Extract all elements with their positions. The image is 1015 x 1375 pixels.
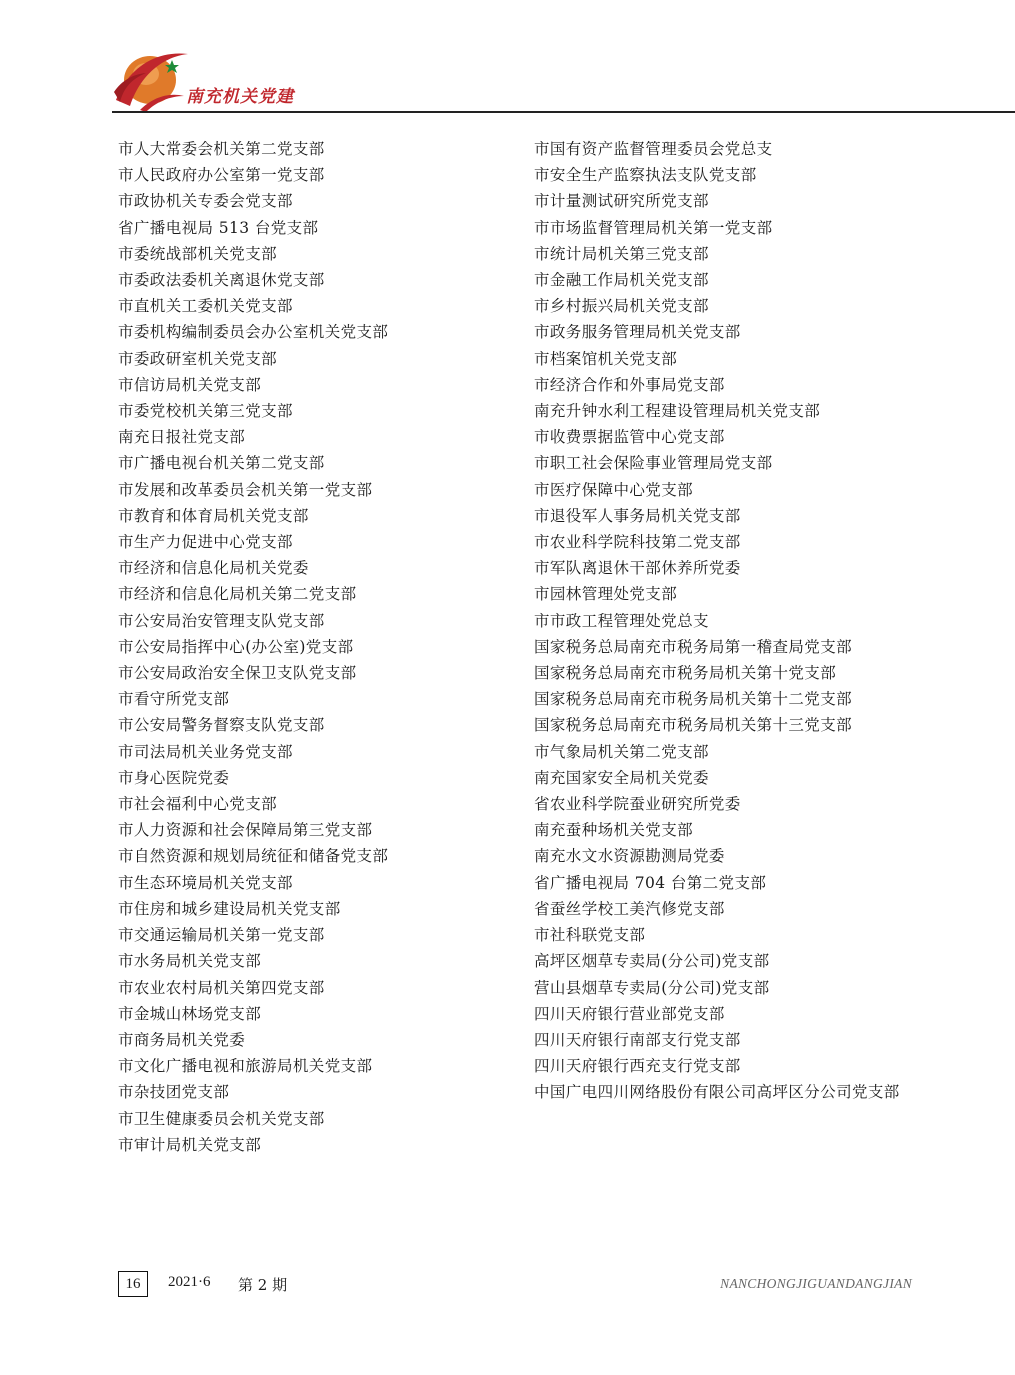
list-item: 市交通运输局机关第一党支部 [118,926,325,945]
footer-brand-pinyin: NANCHONGJIGUANDANGJIAN [720,1276,912,1291]
list-item: 市司法局机关业务党支部 [118,742,293,761]
list-item: 市信访局机关党支部 [118,375,262,394]
list-item: 市经济和信息化局机关党委 [118,559,309,578]
page-footer [0,1268,1015,1308]
list-item: 市政协机关专委会党支部 [118,192,293,211]
list-item: 市杂技团党支部 [118,1083,230,1102]
list-item: 高坪区烟草专卖局(分公司)党支部 [534,952,770,971]
list-item: 市教育和体育局机关党支部 [118,506,309,525]
list-item: 市自然资源和规划局统征和储备党支部 [118,847,389,866]
list-item: 市市场监督管理局机关第一党支部 [534,218,773,237]
list-item: 市卫生健康委员会机关党支部 [118,1109,325,1128]
list-item: 四川天府银行南部支行党支部 [534,1030,741,1049]
list-item: 中国广电四川网络股份有限公司高坪区分公司党支部 [534,1083,900,1102]
list-item: 市住房和城乡建设局机关党支部 [118,899,341,918]
list-item: 市审计局机关党支部 [118,1135,262,1154]
list-item: 市直机关工委机关党支部 [118,297,293,316]
list-item: 市生态环境局机关党支部 [118,873,293,892]
list-item: 市商务局机关党委 [118,1030,246,1049]
list-item: 市金融工作局机关党支部 [534,271,709,290]
list-item: 市市政工程管理处党总支 [534,611,709,630]
issue-date: 2021·6 [168,1274,211,1290]
list-item: 四川天府银行营业部党支部 [534,1004,725,1023]
list-item: 市农业科学院科技第二党支部 [534,533,741,552]
list-item: 南充日报社党支部 [118,428,246,447]
list-item: 市医疗保障中心党支部 [534,480,694,499]
list-item: 市委政法委机关离退休党支部 [118,271,325,290]
list-item: 市委统战部机关党支部 [118,244,278,263]
party-logo-icon [112,40,192,112]
list-item: 市广播电视台机关第二党支部 [118,454,325,473]
list-item: 市计量测试研究所党支部 [534,192,709,211]
list-item: 市人大常委会机关第二党支部 [118,140,325,158]
list-item: 市社科联党支部 [534,926,646,945]
list-item: 市经济合作和外事局党支部 [534,375,725,394]
list-item: 市水务局机关党支部 [118,952,262,971]
list-item: 市政务服务管理局机关党支部 [534,323,741,342]
list-item: 市身心医院党委 [118,768,230,787]
list-item: 市发展和改革委员会机关第一党支部 [118,480,373,499]
page-header [0,0,1015,116]
list-item: 市职工社会保险事业管理局党支部 [534,454,773,473]
list-item: 市公安局政治安全保卫支队党支部 [118,664,357,683]
list-item: 市退役军人事务局机关党支部 [534,506,741,525]
list-item: 市文化广播电视和旅游局机关党支部 [118,1057,373,1076]
list-item: 市人力资源和社会保障局第三党支部 [118,821,373,840]
list-item: 国家税务总局南充市税务局机关第十三党支部 [534,716,853,735]
list-item: 市安全生产监察执法支队党支部 [534,166,757,185]
list-item: 市统计局机关第三党支部 [534,244,709,263]
issue-number: 第 2 期 [238,1276,288,1294]
list-item: 南充升钟水利工程建设管理局机关党支部 [534,402,821,421]
list-item: 国家税务总局南充市税务局机关第十党支部 [534,664,837,683]
header-rule [112,111,1015,113]
list-item: 市军队离退休干部休养所党委 [534,559,741,578]
list-item: 市委党校机关第三党支部 [118,402,293,421]
list-item: 市委政研室机关党支部 [118,349,278,368]
list-item: 国家税务总局南充市税务局机关第十二党支部 [534,690,853,709]
list-item: 市公安局指挥中心(办公室)党支部 [118,637,354,656]
list-item: 市生产力促进中心党支部 [118,533,293,552]
list-item: 市园林管理处党支部 [534,585,678,604]
list-item: 市金城山林场党支部 [118,1004,262,1023]
left-column [118,136,518,1158]
list-item: 市收费票据监管中心党支部 [534,428,725,447]
list-item: 南充蚕种场机关党支部 [534,821,694,840]
list-item: 市气象局机关第二党支部 [534,742,709,761]
list-item: 市经济和信息化局机关第二党支部 [118,585,357,604]
list-item: 市公安局警务督察支队党支部 [118,716,325,735]
list-item: 营山县烟草专卖局(分公司)党支部 [534,978,770,997]
list-item: 省广播电视局 704 台第二党支部 [534,873,767,892]
page-number: 16 [118,1271,148,1297]
list-item: 南充水文水资源勘测局党委 [534,847,725,866]
list-item: 市公安局治安管理支队党支部 [118,611,325,630]
list-item: 市档案馆机关党支部 [534,349,678,368]
list-item: 市乡村振兴局机关党支部 [534,297,709,316]
list-item: 市国有资产监督管理委员会党总支 [534,140,773,158]
list-item: 国家税务总局南充市税务局第一稽查局党支部 [534,637,853,656]
list-item: 南充国家安全局机关党委 [534,768,709,787]
list-item: 市人民政府办公室第一党支部 [118,166,325,185]
list-item: 省广播电视局 513 台党支部 [118,218,319,237]
right-column [534,136,919,1106]
list-item: 市委机构编制委员会办公室机关党支部 [118,323,389,342]
magazine-brand: 南充机关党建 [186,87,294,107]
list-item: 市社会福利中心党支部 [118,795,278,814]
list-item: 省农业科学院蚕业研究所党委 [534,795,741,814]
list-item: 市看守所党支部 [118,690,230,709]
list-item: 市农业农村局机关第四党支部 [118,978,325,997]
list-item: 省蚕丝学校工美汽修党支部 [534,899,725,918]
list-item: 四川天府银行西充支行党支部 [534,1057,741,1076]
